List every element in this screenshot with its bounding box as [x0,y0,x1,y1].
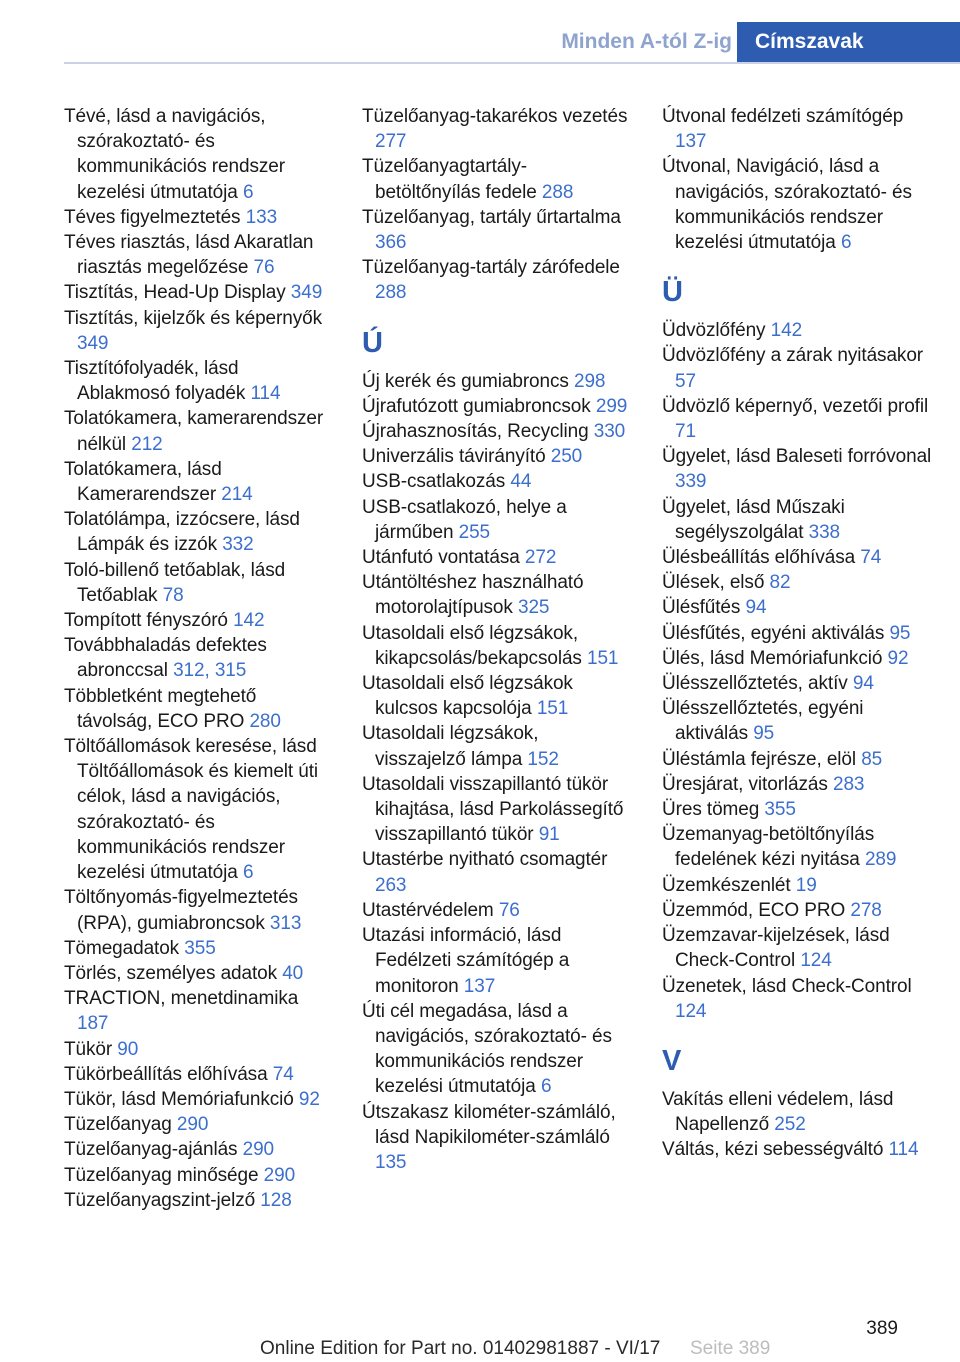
page-reference-link[interactable]: 151 [536,698,569,720]
index-entry-term: Tüzelőanyag, tartály űrtartalma [362,206,621,228]
page-reference-link[interactable]: 255 [458,521,491,543]
index-entry [362,394,632,419]
page-reference-link[interactable]: 339 [675,471,707,493]
index-entry [662,595,932,620]
section-letter: Ü [662,276,683,309]
header-divider [64,62,960,64]
index-entry-term: Tüzelőanyag minősége [64,1164,259,1186]
index-entry [662,318,932,343]
index-entry-term: USB-csatlakozás [362,471,506,493]
index-entry [662,974,932,1024]
index-entry [662,104,932,154]
index-entry [662,570,932,595]
index-entry-term: Töltőállomások keresése, lásd Töltőállomások és kiemelt úti célok, lásd a navigációs, szórakoztató- és kommunikációs rendszer kezelési útmutatója [64,736,319,884]
index-entry [362,671,632,721]
index-entry [362,570,632,620]
index-entry-term: Utastérbe nyitható csomagtér [362,849,608,871]
page-reference-link[interactable]: 82 [769,572,791,594]
index-entry [64,986,334,1036]
index-entry-term: Tüzelőanyag [64,1114,172,1136]
index-entry [362,772,632,848]
index-entry-term: Téves figyelmeztetés [64,206,241,228]
index-entry [662,545,932,570]
index-entry [662,394,932,444]
index-entry-term: Útvonal, Navigáció, lásd a navigációs, szórakoztató- és kommunikációs rendszer kezelési útmutatója [662,156,912,254]
index-entry-term: Továbbhaladás defektes abronccsal [64,635,267,682]
page-reference-link[interactable]: 128 [260,1189,292,1211]
footer-watermark: Seite 389 [690,1338,771,1359]
page-reference-link[interactable]: 95 [753,723,775,745]
index-entry [64,1087,334,1112]
index-entry-term: Üdvözlőfény [662,320,766,342]
page-reference-link[interactable]: 325 [518,597,550,619]
index-entry-term: Utastérvédelem [362,899,494,921]
page-reference-link[interactable]: 142 [233,610,265,632]
index-entry [362,419,632,444]
page-reference-link[interactable]: 114 [888,1139,919,1161]
page-reference-link[interactable]: 290 [242,1139,275,1161]
index-entry-term: Utántöltéshez használható motorolajtípusok [362,572,584,619]
index-entry [64,1112,334,1137]
page-reference-link[interactable]: 355 [184,937,216,959]
index-entry-term: Üléstámla fejrésze, elöl [662,748,857,770]
index-entry [64,1062,334,1087]
index-entry-term: Úti cél megadása, lásd a navigációs, szórakoztató- és kommunikációs rendszer kezelési útmutatója [362,1000,612,1098]
index-entry [662,747,932,772]
page-reference-link[interactable]: 151 [587,647,619,669]
index-entry-term: Törlés, személyes adatok [64,962,278,984]
index-entry-term: Utasoldali első légzsákok kulcsos kapcsolója [362,673,573,720]
section-letter: Ú [362,326,383,359]
index-entry [662,797,932,822]
index-entry-term: Új kerék és gumiabroncs [362,370,569,392]
index-entry-term: Tolatókamera, kamerarendszer nélkül [64,408,324,455]
index-entry [662,873,932,898]
index-entry-term: Ügyelet, lásd Műszaki segélyszolgálat [662,496,845,543]
index-entry-term: Univerzális távirányító [362,446,546,468]
index-entry [662,1087,932,1137]
index-entry [64,633,334,683]
index-entry-term: Ülésszellőztetés, egyéni aktiválás [662,698,864,745]
index-entry-term: Ülés, lásd Memóriafunkció [662,647,883,669]
index-entry-term: Ülésbeállítás előhívása [662,547,856,569]
page-reference-link[interactable]: 124 [675,1000,707,1022]
index-entry [64,205,334,230]
index-entry [362,721,632,771]
index-entry-term: Üzemanyag-betöltőnyílás fedelének kézi nyitása [662,824,875,871]
page-reference-link[interactable]: 137 [675,131,707,153]
section-letter: V [662,1044,682,1077]
index-entry-term: Utazási információ, lásd Fedélzeti számítógép a monitoron [362,925,570,997]
index-entry-term: Tüzelőanyag-tartály zárófedele [362,257,620,279]
index-entry-term: Utasoldali légzsákok, visszajelző lámpa [362,723,539,770]
page-reference-link[interactable]: 91 [538,824,560,846]
index-entry-term: Téves riasztás, lásd Akaratlan riasztás megelőzése [64,232,314,279]
page-reference-link[interactable]: 6 [840,232,852,254]
index-entry-term: Útszakasz kilométer-számláló, lásd Napikilométer-számláló [362,1101,616,1148]
index-entry [362,1100,632,1176]
index-entry [662,444,932,494]
index-entry [64,306,334,356]
index-entry [362,621,632,671]
page-reference-link[interactable]: 212 [131,433,163,455]
index-entry [362,205,632,255]
index-entry-term: Ügyelet, lásd Baleseti forróvonal [662,446,932,468]
page-reference-link[interactable]: 94 [745,597,767,619]
index-entry-term: Tüzelőanyag-ajánlás [64,1139,238,1161]
index-entry [662,154,932,255]
index-entry-term: Tömegadatok [64,937,180,959]
index-entry [662,923,932,973]
page-reference-link[interactable]: 313 [269,912,302,934]
page-reference-link[interactable]: 90 [117,1038,139,1060]
page-reference-link[interactable]: 349 [77,332,109,354]
page-reference-link[interactable]: 252 [774,1114,806,1136]
page-reference-link[interactable]: 94 [852,673,874,695]
page-reference-link[interactable]: 312, 315 [173,660,247,682]
index-entry-term: Üzemkészenlét [662,874,791,896]
index-entry-term: Üdvözlőfény a zárak nyitásakor [662,345,924,367]
index-entry [662,1137,932,1162]
index-entry-term: Tükör, lásd Memóriafunkció [64,1088,294,1110]
index-entry [64,885,334,935]
page-reference-link[interactable]: 152 [527,748,559,770]
page-reference-link[interactable]: 250 [550,446,583,468]
page-reference-link[interactable]: 71 [675,421,696,443]
tab-current-section[interactable]: Címszavak [737,22,960,62]
index-entry [64,558,334,608]
index-entry-term: Tüzelőanyagtartály-betöltőnyílás fedele [362,156,537,203]
index-entry-term: Ülésszellőztetés, aktív [662,673,848,695]
index-entry [64,104,334,205]
index-entry [362,545,632,570]
index-entry [64,608,334,633]
page-reference-link[interactable]: 78 [162,584,184,606]
index-entry-term: Tompított fényszóró [64,610,228,632]
page-reference-link[interactable]: 92 [298,1088,320,1110]
index-entry-term: Utánfutó vontatása [362,547,520,569]
index-entry [362,444,632,469]
index-entry [64,507,334,557]
index-entry-term: Tüzelőanyag-takarékos vezetés [362,106,628,127]
index-entry-term: Újrafutózott gumiabroncsok [362,395,591,417]
page-reference-link[interactable]: 57 [675,370,696,392]
index-entry [64,406,334,456]
index-entry-term: Tükör [64,1038,113,1060]
index-entry-term: Utasoldali visszapillantó tükör kihajtása, lásd Parkolássegítő visszapillantó tükör [362,773,624,846]
breadcrumb-section[interactable]: Minden A-tól Z-ig [561,30,732,53]
page-reference-link[interactable]: 263 [375,874,407,896]
page-number: 389 [866,1318,898,1339]
index-entry-term: Vakítás elleni védelem, lásd Napellenző [662,1088,894,1136]
index-entry-term: Tisztítófolyadék, lásd Ablakmosó folyadék [64,358,246,405]
index-entry [362,369,632,394]
index-entry [64,280,334,305]
index-entry [362,104,632,154]
page-reference-link[interactable]: 330 [593,421,626,443]
index-entry [64,734,334,885]
page-reference-link[interactable]: 124 [800,950,832,972]
index-entry-term: Tisztítás, Head-Up Display [64,282,286,304]
page-reference-link[interactable]: 278 [850,899,882,921]
page-reference-link[interactable]: 114 [250,383,281,405]
page-reference-link[interactable]: 142 [770,320,803,342]
index-entry-term: Tisztítás, kijelzők és képernyők [64,307,322,329]
index-entry-term: Váltás, kézi sebességváltó [662,1139,884,1161]
page-reference-link[interactable]: 74 [860,547,882,569]
page-reference-link[interactable]: 6 [242,862,254,884]
index-entry-term: Tolatókamera, lásd Kamerarendszer [64,458,222,506]
page-reference-link[interactable]: 288 [375,282,407,304]
page-reference-link[interactable]: 76 [253,257,275,279]
index-entry-term: Üdvözlő képernyő, vezetői profil [662,395,929,417]
index-entry [362,898,632,923]
index-entry-term: Tüzelőanyagszint-jelző [64,1189,256,1211]
page-reference-link[interactable]: 283 [832,773,865,795]
index-entry-term: Többletként megtehető távolság, ECO PRO [64,685,257,732]
index-entry [362,999,632,1100]
index-entry [362,154,632,204]
index-column-1 [64,104,334,1213]
page-reference-link[interactable]: 40 [282,962,304,984]
index-entry [662,343,932,393]
index-entry [662,898,932,923]
index-entry [662,696,932,746]
page-reference-link[interactable]: 299 [595,395,628,417]
index-entry-term: Utasoldali első légzsákok, kikapcsolás/bekapcsolás [362,622,582,669]
index-entry [662,495,932,545]
page-reference-link[interactable]: 349 [290,282,323,304]
index-entry [362,495,632,545]
page-reference-link[interactable]: 366 [375,232,407,254]
page-reference-link[interactable]: 19 [795,874,817,896]
page-reference-link[interactable]: 272 [524,547,557,569]
index-entry-term: Töltőnyomás-figyelmeztetés (RPA), gumiabroncsok [64,887,298,934]
index-entry-term: Ülések, első [662,572,765,594]
index-entry-term: Üres tömeg [662,799,760,821]
page-reference-link[interactable]: 6 [540,1076,552,1098]
index-column-3 [662,104,932,1163]
page-reference-link[interactable]: 289 [864,849,897,871]
index-entry [64,1188,334,1213]
index-entry [64,356,334,406]
index-entry [64,1163,334,1188]
index-entry-term: Üzenetek, lásd Check-Control [662,975,912,997]
index-entry-term: Útvonal fedélzeti számítógép [662,106,904,127]
page-reference-link[interactable]: 133 [245,206,278,228]
index-entry-term: Ülésfűtés [662,597,741,619]
page-reference-link[interactable]: 92 [887,647,909,669]
index-entry-term: Toló-billenő tetőablak, lásd Tetőablak [64,559,286,606]
page-reference-link[interactable]: 187 [77,1013,109,1035]
page-reference-link[interactable]: 355 [764,799,796,821]
page-reference-link[interactable]: 135 [375,1151,407,1173]
index-entry-term: Üzemzavar-kijelzések, lásd Check-Control [662,925,890,972]
index-entry-term: TRACTION, menetdinamika [64,988,299,1010]
index-entry-term: Üresjárat, vitorlázás [662,773,828,795]
page-reference-link[interactable]: 6 [242,181,254,203]
page-reference-link[interactable]: 277 [375,131,407,153]
index-column-2 [362,104,632,1175]
index-entry [64,1037,334,1062]
page-reference-link[interactable]: 44 [510,471,532,493]
index-entry [362,923,632,999]
index-entry [362,255,632,305]
footer-edition-text: Online Edition for Part no. 01402981887 - VI/17 [260,1338,661,1359]
page-reference-link[interactable]: 85 [861,748,883,770]
footer [260,1338,960,1360]
page-reference-link[interactable]: 288 [541,181,574,203]
index-entry [662,822,932,872]
index-entry [362,469,632,494]
page-reference-link[interactable]: 74 [272,1063,294,1085]
index-entry [64,961,334,986]
index-entry-term: Üzemmód, ECO PRO [662,899,846,921]
index-entry [64,457,334,507]
index-entry-term: Tévé, lásd a navigációs, szórakoztató- és kommunikációs rendszer kezelési útmutatója [64,106,285,203]
page-reference-link[interactable]: 280 [249,710,281,732]
page-reference-link[interactable]: 290 [176,1114,209,1136]
page-reference-link[interactable]: 76 [498,899,520,921]
index-entry [662,671,932,696]
index-entry-term: Tükörbeállítás előhívása [64,1063,268,1085]
index-entry [662,772,932,797]
index-entry [362,847,632,897]
index-entry [64,1137,334,1162]
page-reference-link[interactable]: 95 [889,622,911,644]
index-entry [64,230,334,280]
index-entry-term: Újrahasznosítás, Recycling [362,421,589,443]
index-entry-term: USB-csatlakozó, helye a járműben [362,496,567,543]
page-reference-link[interactable]: 298 [573,370,606,392]
index-entry [662,646,932,671]
index-entry-term: Tolatólámpa, izzócsere, lásd Lámpák és izzók [64,509,300,556]
page-reference-link[interactable]: 137 [463,975,496,997]
page-reference-link[interactable]: 290 [263,1164,296,1186]
index-entry [64,936,334,961]
page-reference-link[interactable]: 338 [808,521,841,543]
index-entry-term: Ülésfűtés, egyéni aktiválás [662,622,885,644]
index-entry [662,621,932,646]
page-reference-link[interactable]: 214 [221,484,253,506]
page-reference-link[interactable]: 332 [222,534,254,556]
index-entry [64,684,334,734]
